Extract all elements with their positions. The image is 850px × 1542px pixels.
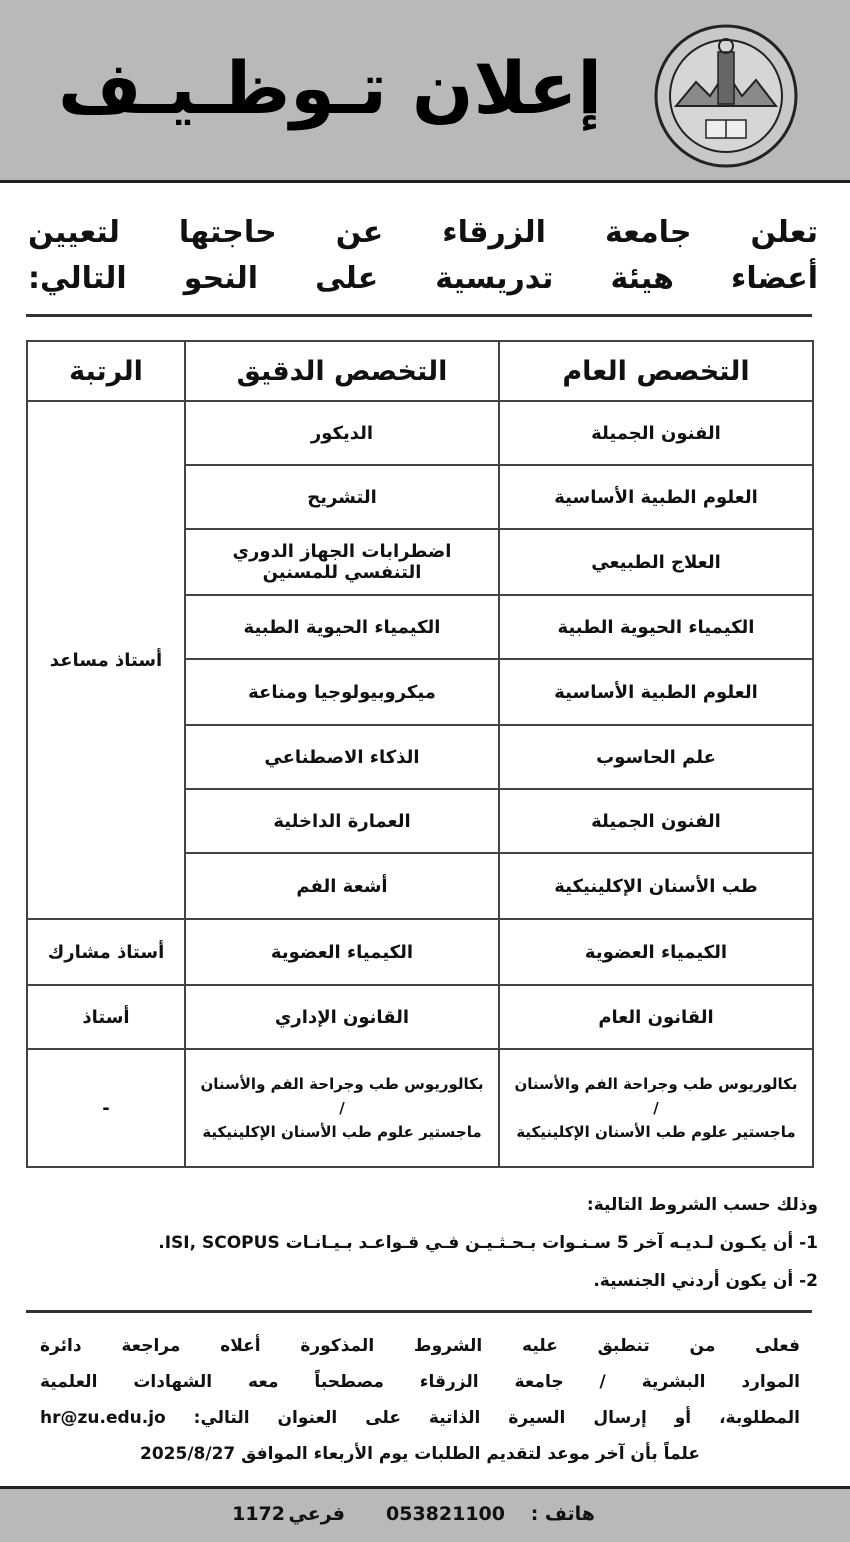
phone-label: هاتف :: [530, 1503, 595, 1525]
general-specialty: العلوم الطبية الأساسية: [499, 659, 813, 725]
contact-bar: [0, 1486, 850, 1542]
specific-specialty: الذكاء الاصطناعي: [185, 725, 499, 789]
specific-line-2: التنفسي للمسنين: [262, 562, 422, 583]
specific-specialty: [185, 529, 499, 595]
general-separator: /: [653, 1099, 659, 1117]
general-specialty: [499, 1049, 813, 1167]
table-row: [27, 401, 813, 465]
specific-line-1: بكالوريوس طب وجراحة الفم والأسنان: [200, 1075, 484, 1093]
table-row: [27, 985, 813, 1049]
table-header-row: [27, 341, 813, 401]
general-line-2: ماجستير علوم طب الأسنان الإكلينيكية: [516, 1123, 796, 1141]
general-specialty: الفنون الجميلة: [499, 401, 813, 465]
table-row: [27, 1049, 813, 1167]
condition-item: 2- أن يكون أردني الجنسية.: [593, 1271, 818, 1291]
rank-cell: أستاذ مساعد: [27, 401, 185, 919]
header-general-specialty: التخصص العام: [499, 341, 813, 401]
specific-specialty: ميكروبيولوجيا ومناعة: [185, 659, 499, 725]
extension-number: 1172: [232, 1503, 285, 1525]
deadline-line: علماً بأن آخر موعد لتقديم الطلبات يوم الأربعاء الموافق 2025/8/27: [140, 1444, 700, 1464]
specific-specialty: الكيمياء العضوية: [185, 919, 499, 985]
specific-specialty: [185, 1049, 499, 1167]
condition-item: 1- أن يكـون لـديـه آخر 5 سـنـوات بـحـثـيـن فـي قـواعـد بـيـانـات ISI, SCOPUS.: [158, 1233, 818, 1253]
divider: [26, 314, 812, 317]
conditions-heading: وذلك حسب الشروط التالية:: [586, 1195, 818, 1215]
specific-specialty: العمارة الداخلية: [185, 789, 499, 853]
rank-cell: أستاذ مشارك: [27, 919, 185, 985]
page-title: إعلان تـوظـيـف: [57, 46, 602, 130]
positions-table: [26, 340, 814, 1168]
rank-cell: -: [27, 1049, 185, 1167]
specific-separator: /: [339, 1099, 345, 1117]
instructions-line-3: المطلوبة، أو إرسال السيرة الذاتية على العنوان التالي: hr@zu.edu.jo: [40, 1408, 800, 1428]
university-seal-icon: [652, 22, 800, 170]
conditions-section: [20, 1186, 818, 1300]
extension-label: فرعي: [288, 1503, 345, 1525]
application-instructions: [40, 1328, 800, 1472]
intro-text: [28, 210, 818, 302]
table-row: [27, 919, 813, 985]
general-specialty: القانون العام: [499, 985, 813, 1049]
general-specialty: العلاج الطبيعي: [499, 529, 813, 595]
phone-number: 053821100: [386, 1503, 505, 1525]
specific-line-1: اضطرابات الجهاز الدوري: [232, 541, 452, 562]
header-banner: [0, 0, 850, 183]
specific-specialty: القانون الإداري: [185, 985, 499, 1049]
specific-specialty: الكيمياء الحيوية الطبية: [185, 595, 499, 659]
general-specialty: العلوم الطبية الأساسية: [499, 465, 813, 529]
general-line-1: بكالوريوس طب وجراحة الفم والأسنان: [514, 1075, 798, 1093]
specific-specialty: أشعة الفم: [185, 853, 499, 919]
intro-line-1: تعلن جامعة الزرقاء عن حاجتها لتعيين: [28, 215, 818, 250]
specific-specialty: التشريح: [185, 465, 499, 529]
specific-specialty: الديكور: [185, 401, 499, 465]
general-specialty: الكيمياء العضوية: [499, 919, 813, 985]
header-rank: الرتبة: [27, 341, 185, 401]
instructions-line-2: الموارد البشرية / جامعة الزرقاء مصطحباً معه الشهادات العلمية: [40, 1372, 800, 1392]
general-specialty: طب الأسنان الإكلينيكية: [499, 853, 813, 919]
instructions-line-1: فعلى من تنطبق عليه الشروط المذكورة أعلاه مراجعة دائرة: [40, 1336, 800, 1356]
intro-line-2: أعضاء هيئة تدريسية على النحو التالي:: [28, 261, 818, 296]
rank-cell: أستاذ: [27, 985, 185, 1049]
header-specific-specialty: التخصص الدقيق: [185, 341, 499, 401]
divider: [26, 1310, 812, 1313]
specific-line-2: ماجستير علوم طب الأسنان الإكلينيكية: [202, 1123, 482, 1141]
general-specialty: الفنون الجميلة: [499, 789, 813, 853]
general-specialty: الكيمياء الحيوية الطبية: [499, 595, 813, 659]
general-specialty: علم الحاسوب: [499, 725, 813, 789]
